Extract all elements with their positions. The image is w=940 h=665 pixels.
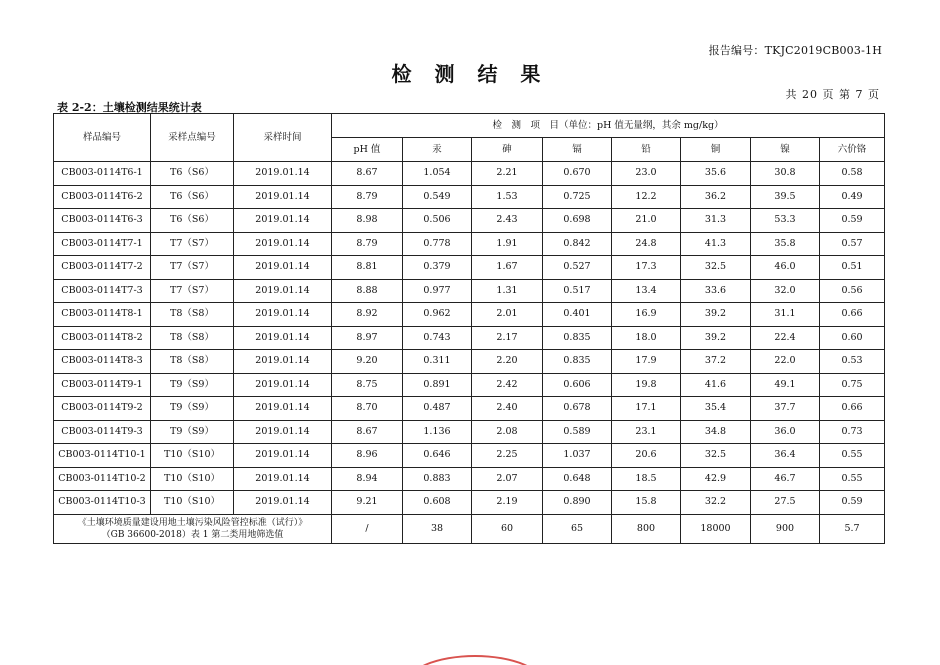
header-item: 镍: [751, 138, 820, 162]
table-cell: 36.4: [751, 444, 820, 468]
table-cell: 1.136: [403, 420, 472, 444]
table-cell: 37.7: [751, 397, 820, 421]
table-cell: T8（S8）: [151, 303, 234, 327]
table-cell: 2.19: [472, 491, 543, 515]
table-cell: 46.7: [751, 467, 820, 491]
table-cell: CB003-0114T10-2: [54, 467, 151, 491]
table-cell: 32.0: [751, 279, 820, 303]
table-cell: 0.379: [403, 256, 472, 280]
table-cell: 2019.01.14: [234, 185, 332, 209]
table-cell: 32.5: [681, 444, 751, 468]
table-cell: 27.5: [751, 491, 820, 515]
standard-label-line2: （GB 36600-2018）表 1 第二类用地筛选值: [101, 529, 284, 540]
table-cell: 9.20: [332, 350, 403, 374]
table-cell: 39.2: [681, 303, 751, 327]
table-cell: 0.883: [403, 467, 472, 491]
soil-results-table: [53, 113, 885, 544]
table-cell: CB003-0114T6-1: [54, 162, 151, 186]
table-cell: T8（S8）: [151, 350, 234, 374]
table-cell: 32.2: [681, 491, 751, 515]
table-cell: 2019.01.14: [234, 373, 332, 397]
table-row: [54, 350, 885, 374]
table-cell: 0.51: [820, 256, 885, 280]
table-cell: 23.0: [612, 162, 681, 186]
table-cell: 2019.01.14: [234, 303, 332, 327]
table-row: [54, 491, 885, 515]
table-cell: 0.648: [543, 467, 612, 491]
table-cell: T7（S7）: [151, 279, 234, 303]
page-indicator: 共 20 页 第 7 页: [785, 88, 880, 101]
table-caption: 表 2-2：土壤检测结果统计表: [57, 101, 202, 114]
table-cell: 0.55: [820, 444, 885, 468]
standard-value: /: [332, 514, 403, 543]
header-item: 六价铬: [820, 138, 885, 162]
table-cell: 53.3: [751, 209, 820, 233]
table-cell: 0.778: [403, 232, 472, 256]
table-cell: CB003-0114T6-3: [54, 209, 151, 233]
table-cell: 2019.01.14: [234, 350, 332, 374]
table-cell: 2019.01.14: [234, 397, 332, 421]
table-cell: 20.6: [612, 444, 681, 468]
table-cell: 8.70: [332, 397, 403, 421]
table-cell: 24.8: [612, 232, 681, 256]
table-cell: 0.57: [820, 232, 885, 256]
table-cell: 35.6: [681, 162, 751, 186]
table-cell: 0.66: [820, 397, 885, 421]
table-cell: T7（S7）: [151, 232, 234, 256]
report-number: 报告编号：TKJC2019CB003-1H: [708, 44, 882, 57]
table-cell: 18.5: [612, 467, 681, 491]
table-cell: T10（S10）: [151, 491, 234, 515]
table-cell: 2019.01.14: [234, 326, 332, 350]
table-cell: 0.606: [543, 373, 612, 397]
table-cell: 36.0: [751, 420, 820, 444]
table-cell: 0.55: [820, 467, 885, 491]
standard-value: 900: [751, 514, 820, 543]
table-cell: CB003-0114T6-2: [54, 185, 151, 209]
table-cell: 8.94: [332, 467, 403, 491]
table-cell: T7（S7）: [151, 256, 234, 280]
table-cell: 2019.01.14: [234, 444, 332, 468]
table-cell: 0.890: [543, 491, 612, 515]
table-cell: 15.8: [612, 491, 681, 515]
header-point-id: 采样点编号: [151, 114, 234, 162]
table-cell: 2.40: [472, 397, 543, 421]
table-row: [54, 373, 885, 397]
standard-value: 18000: [681, 514, 751, 543]
table-cell: 13.4: [612, 279, 681, 303]
header-item: 镉: [543, 138, 612, 162]
table-cell: 22.4: [751, 326, 820, 350]
table-cell: CB003-0114T8-2: [54, 326, 151, 350]
table-cell: 42.9: [681, 467, 751, 491]
table-cell: 1.53: [472, 185, 543, 209]
table-cell: 1.31: [472, 279, 543, 303]
table-cell: 8.75: [332, 373, 403, 397]
table-cell: 0.59: [820, 491, 885, 515]
table-cell: T6（S6）: [151, 185, 234, 209]
table-cell: CB003-0114T7-2: [54, 256, 151, 280]
table-cell: 0.678: [543, 397, 612, 421]
table-row: [54, 303, 885, 327]
table-cell: 0.56: [820, 279, 885, 303]
table-cell: 0.835: [543, 326, 612, 350]
table-cell: 0.311: [403, 350, 472, 374]
table-cell: 2019.01.14: [234, 491, 332, 515]
table-cell: 0.401: [543, 303, 612, 327]
table-cell: 46.0: [751, 256, 820, 280]
table-cell: 0.66: [820, 303, 885, 327]
table-cell: 8.92: [332, 303, 403, 327]
standard-row: [54, 514, 885, 543]
table-cell: CB003-0114T7-1: [54, 232, 151, 256]
header-item: 铅: [612, 138, 681, 162]
table-cell: T9（S9）: [151, 397, 234, 421]
table-cell: 2019.01.14: [234, 420, 332, 444]
standard-label: [54, 514, 332, 543]
table-row: [54, 444, 885, 468]
table-cell: 2.42: [472, 373, 543, 397]
table-cell: 0.73: [820, 420, 885, 444]
table-row: [54, 209, 885, 233]
table-cell: T6（S6）: [151, 162, 234, 186]
table-cell: 31.1: [751, 303, 820, 327]
table-cell: 0.698: [543, 209, 612, 233]
table-cell: CB003-0114T7-3: [54, 279, 151, 303]
table-cell: 1.037: [543, 444, 612, 468]
table-cell: T6（S6）: [151, 209, 234, 233]
table-cell: 2.07: [472, 467, 543, 491]
table-cell: 8.96: [332, 444, 403, 468]
table-cell: 0.977: [403, 279, 472, 303]
standard-value: 65: [543, 514, 612, 543]
table-cell: 0.527: [543, 256, 612, 280]
table-cell: 0.842: [543, 232, 612, 256]
table-cell: 2.01: [472, 303, 543, 327]
table-row: [54, 420, 885, 444]
standard-value: 60: [472, 514, 543, 543]
table-cell: 18.0: [612, 326, 681, 350]
table-cell: T10（S10）: [151, 467, 234, 491]
table-cell: 2019.01.14: [234, 232, 332, 256]
table-cell: 41.3: [681, 232, 751, 256]
table-cell: 8.79: [332, 185, 403, 209]
header-item: 铜: [681, 138, 751, 162]
table-cell: 0.49: [820, 185, 885, 209]
table-cell: 17.9: [612, 350, 681, 374]
table-cell: 8.88: [332, 279, 403, 303]
table-cell: 0.59: [820, 209, 885, 233]
table-cell: T9（S9）: [151, 420, 234, 444]
table-cell: 2.17: [472, 326, 543, 350]
table-cell: CB003-0114T10-3: [54, 491, 151, 515]
header-test-items-group: 检 测 项 目（单位：pH 值无量纲，其余 mg/kg）: [332, 114, 885, 138]
table-cell: 1.054: [403, 162, 472, 186]
table-cell: 0.835: [543, 350, 612, 374]
table-cell: T8（S8）: [151, 326, 234, 350]
header-item: 汞: [403, 138, 472, 162]
table-cell: 0.60: [820, 326, 885, 350]
table-cell: 0.58: [820, 162, 885, 186]
table-cell: T9（S9）: [151, 373, 234, 397]
table-cell: 22.0: [751, 350, 820, 374]
table-cell: 2.20: [472, 350, 543, 374]
standard-value: 38: [403, 514, 472, 543]
table-row: [54, 256, 885, 280]
table-cell: 35.4: [681, 397, 751, 421]
standard-value: 5.7: [820, 514, 885, 543]
table-cell: 33.6: [681, 279, 751, 303]
table-cell: 2019.01.14: [234, 279, 332, 303]
table-cell: 30.8: [751, 162, 820, 186]
table-cell: CB003-0114T9-3: [54, 420, 151, 444]
table-cell: CB003-0114T9-1: [54, 373, 151, 397]
table-cell: 2019.01.14: [234, 209, 332, 233]
table-cell: 0.75: [820, 373, 885, 397]
table-cell: 32.5: [681, 256, 751, 280]
table-cell: 17.3: [612, 256, 681, 280]
table-cell: 49.1: [751, 373, 820, 397]
table-cell: 37.2: [681, 350, 751, 374]
table-cell: 39.2: [681, 326, 751, 350]
table-cell: 0.549: [403, 185, 472, 209]
table-cell: 0.506: [403, 209, 472, 233]
table-row: [54, 185, 885, 209]
table-cell: 9.21: [332, 491, 403, 515]
table-cell: 19.8: [612, 373, 681, 397]
table-row: [54, 232, 885, 256]
table-cell: 23.1: [612, 420, 681, 444]
table-cell: 0.487: [403, 397, 472, 421]
table-cell: 0.589: [543, 420, 612, 444]
table-cell: 0.53: [820, 350, 885, 374]
table-cell: 8.98: [332, 209, 403, 233]
header-date: 采样时间: [234, 114, 332, 162]
table-cell: 31.3: [681, 209, 751, 233]
table-cell: 1.67: [472, 256, 543, 280]
table-cell: 2019.01.14: [234, 162, 332, 186]
table-cell: 2.43: [472, 209, 543, 233]
table-cell: CB003-0114T8-3: [54, 350, 151, 374]
table-cell: 2019.01.14: [234, 467, 332, 491]
table-cell: 2.25: [472, 444, 543, 468]
table-cell: 12.2: [612, 185, 681, 209]
table-cell: 0.646: [403, 444, 472, 468]
table-cell: 0.962: [403, 303, 472, 327]
page-title: 检 测 结 果: [391, 62, 549, 86]
table-cell: 0.743: [403, 326, 472, 350]
table-cell: 1.91: [472, 232, 543, 256]
table-cell: 8.81: [332, 256, 403, 280]
table-cell: 0.608: [403, 491, 472, 515]
table-cell: 39.5: [751, 185, 820, 209]
table-row: [54, 326, 885, 350]
table-cell: 0.725: [543, 185, 612, 209]
table-cell: 34.8: [681, 420, 751, 444]
table-cell: 8.67: [332, 420, 403, 444]
table-row: [54, 162, 885, 186]
table-cell: 2019.01.14: [234, 256, 332, 280]
header-item: 砷: [472, 138, 543, 162]
header-item: pH 值: [332, 138, 403, 162]
table-cell: 0.670: [543, 162, 612, 186]
standard-label-line1: 《土壤环境质量建设用地土壤污染风险管控标准（试行）》: [77, 517, 308, 528]
table-cell: 36.2: [681, 185, 751, 209]
table-row: [54, 397, 885, 421]
table-cell: CB003-0114T8-1: [54, 303, 151, 327]
table-cell: 16.9: [612, 303, 681, 327]
table-cell: 35.8: [751, 232, 820, 256]
table-row: [54, 467, 885, 491]
table-cell: 41.6: [681, 373, 751, 397]
table-cell: CB003-0114T10-1: [54, 444, 151, 468]
table-cell: 8.79: [332, 232, 403, 256]
table-row: [54, 279, 885, 303]
standard-value: 800: [612, 514, 681, 543]
table-cell: CB003-0114T9-2: [54, 397, 151, 421]
table-cell: 2.21: [472, 162, 543, 186]
table-cell: 17.1: [612, 397, 681, 421]
table-cell: 0.891: [403, 373, 472, 397]
table-cell: 8.67: [332, 162, 403, 186]
table-cell: 0.517: [543, 279, 612, 303]
table-cell: 2.08: [472, 420, 543, 444]
official-stamp: [405, 655, 545, 665]
table-cell: 8.97: [332, 326, 403, 350]
table-cell: 21.0: [612, 209, 681, 233]
table-cell: T10（S10）: [151, 444, 234, 468]
header-sample-id: 样品编号: [54, 114, 151, 162]
